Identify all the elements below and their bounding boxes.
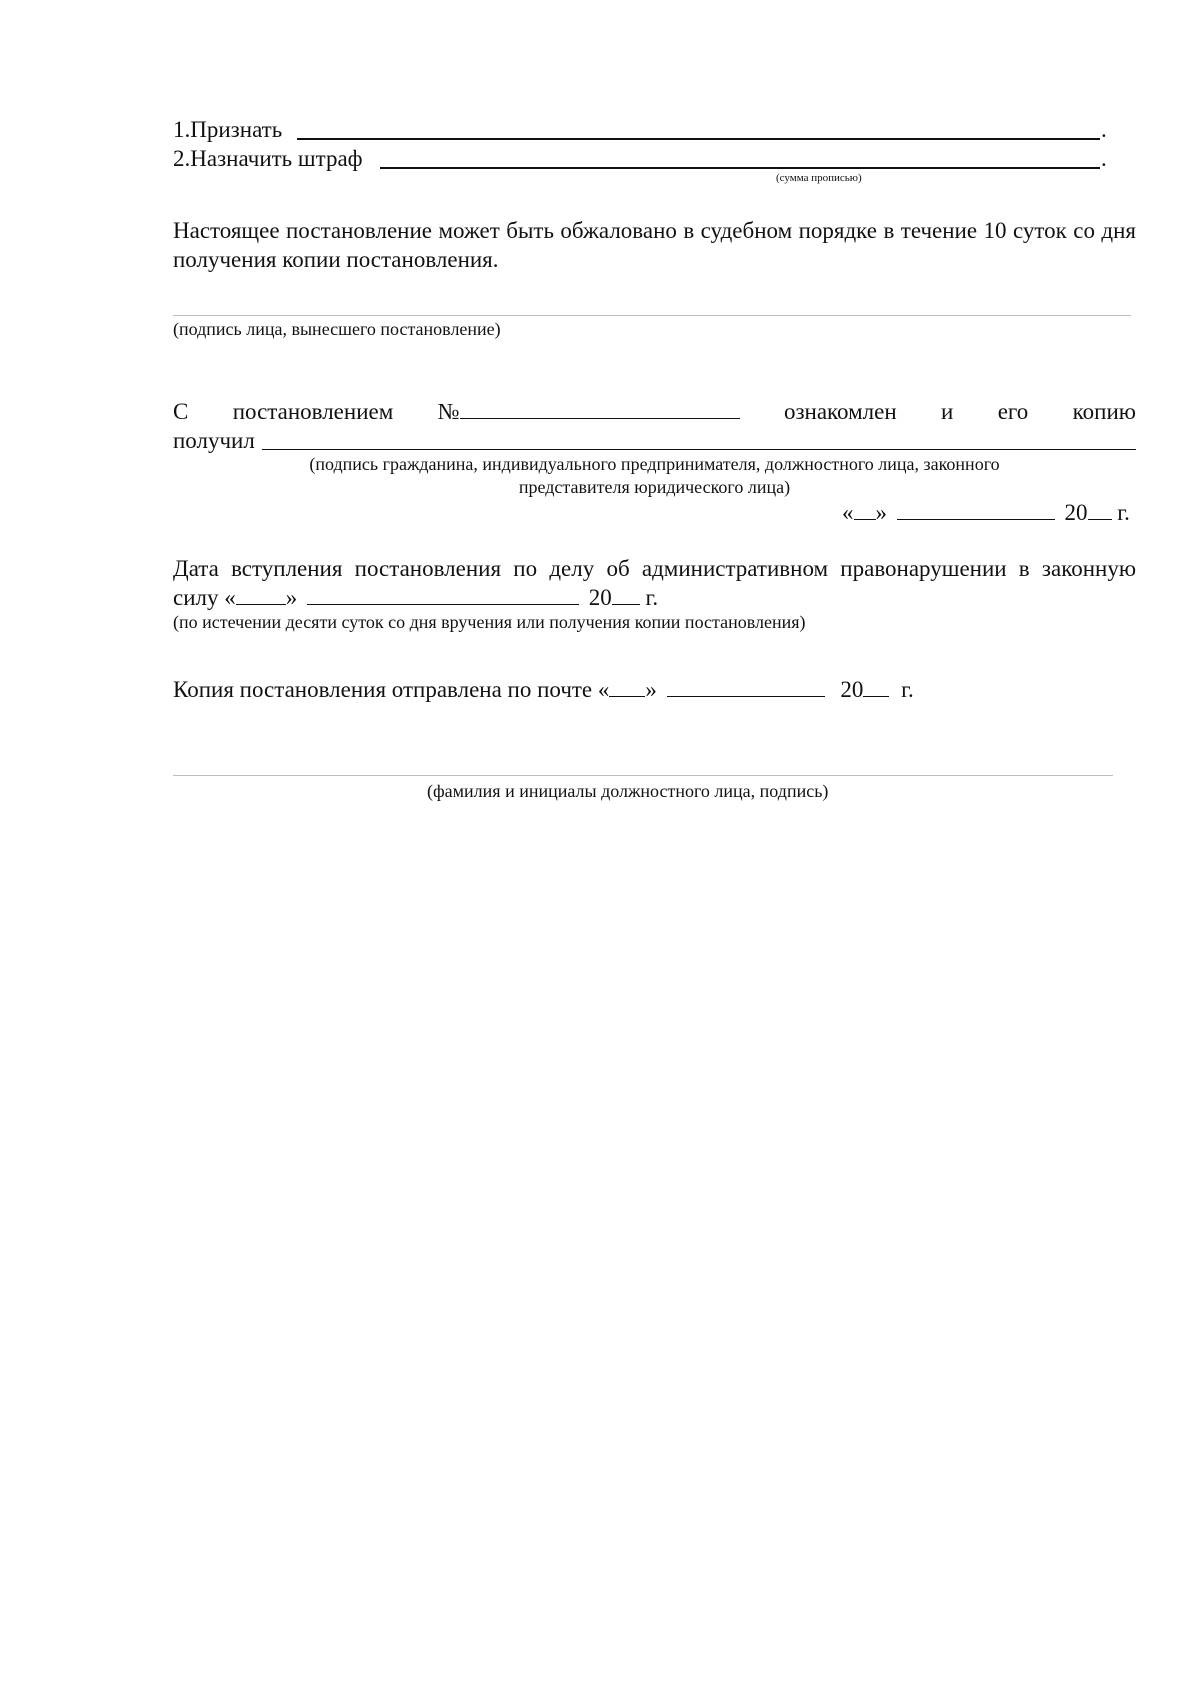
final-signature-caption: (фамилия и инициалы должностного лица, подпись)	[427, 781, 829, 801]
item-2-end-dot: .	[1101, 146, 1107, 171]
mail-year-blank[interactable]	[863, 676, 889, 697]
number-sign: №	[437, 399, 460, 424]
acquaintance-word: его	[997, 399, 1029, 424]
mail-copy-label: Копия постановления отправлена по почте «	[173, 677, 610, 702]
mail-year-prefix: 20	[840, 677, 864, 702]
decision-number-blank[interactable]	[460, 398, 740, 419]
effective-year-prefix: 20	[588, 585, 612, 610]
received-signature-line[interactable]	[262, 449, 1136, 450]
received-caption-line-1: (подпись гражданина, индивидуального предпринимателя, должностного лица, законного	[309, 454, 1000, 474]
receipt-day-blank[interactable]	[854, 499, 876, 520]
date-quote-open: «	[842, 500, 854, 525]
item-2-label: 2.Назначить штраф	[173, 146, 363, 171]
item-1-blank-line[interactable]	[297, 138, 1100, 140]
mail-day-blank[interactable]	[609, 676, 645, 697]
effective-year-blank[interactable]	[612, 584, 640, 605]
effective-year-suffix: г.	[645, 585, 659, 610]
effective-date-line-1: Дата вступления постановления по делу об административном правонарушении в законную	[173, 556, 1136, 581]
final-signature-line[interactable]	[173, 775, 1113, 776]
effective-date-prefix: силу «	[173, 585, 236, 610]
received-label: получил	[173, 428, 255, 453]
year-suffix: г.	[1117, 500, 1130, 525]
mail-copy-line	[173, 676, 914, 704]
official-signature-caption: (подпись лица, вынесшего постановление)	[173, 319, 501, 339]
receipt-date	[842, 499, 1130, 527]
effective-month-blank[interactable]	[307, 584, 579, 605]
year-prefix: 20	[1064, 500, 1088, 525]
acquaintance-word: ознакомлен	[783, 399, 897, 424]
appeal-paragraph: Настоящее постановление может быть обжаловано в судебном порядке в течение 10 суток со дня получения копии постановления.	[173, 218, 1136, 272]
receipt-month-blank[interactable]	[897, 499, 1055, 520]
fine-amount-blank-line[interactable]	[380, 167, 1100, 169]
effective-date-caption: (по истечении десяти суток со дня вручения или получения копии постановления)	[173, 612, 806, 632]
mail-month-blank[interactable]	[667, 676, 825, 697]
received-caption-line-2: представителя юридического лица)	[518, 477, 791, 497]
effective-date-close: »	[285, 585, 298, 610]
item-1-label: 1.Признать	[173, 117, 283, 142]
acquaintance-word: С	[173, 399, 189, 424]
mail-year-suffix: г.	[901, 677, 914, 702]
official-signature-line[interactable]	[173, 315, 1131, 316]
effective-day-blank[interactable]	[236, 584, 286, 605]
effective-date-line-2	[173, 584, 658, 612]
mail-copy-close: »	[645, 677, 657, 702]
acquaintance-line	[173, 398, 1136, 426]
acquaintance-word: постановлением	[232, 399, 394, 424]
decision-number	[438, 398, 740, 426]
acquaintance-word: копию	[1072, 399, 1136, 424]
receipt-year-blank[interactable]	[1088, 499, 1112, 520]
date-quote-close: »	[875, 500, 887, 525]
acquaintance-word: и	[941, 399, 954, 424]
item-1-end-dot: .	[1101, 117, 1107, 142]
fine-amount-caption: (сумма прописью)	[776, 172, 862, 184]
